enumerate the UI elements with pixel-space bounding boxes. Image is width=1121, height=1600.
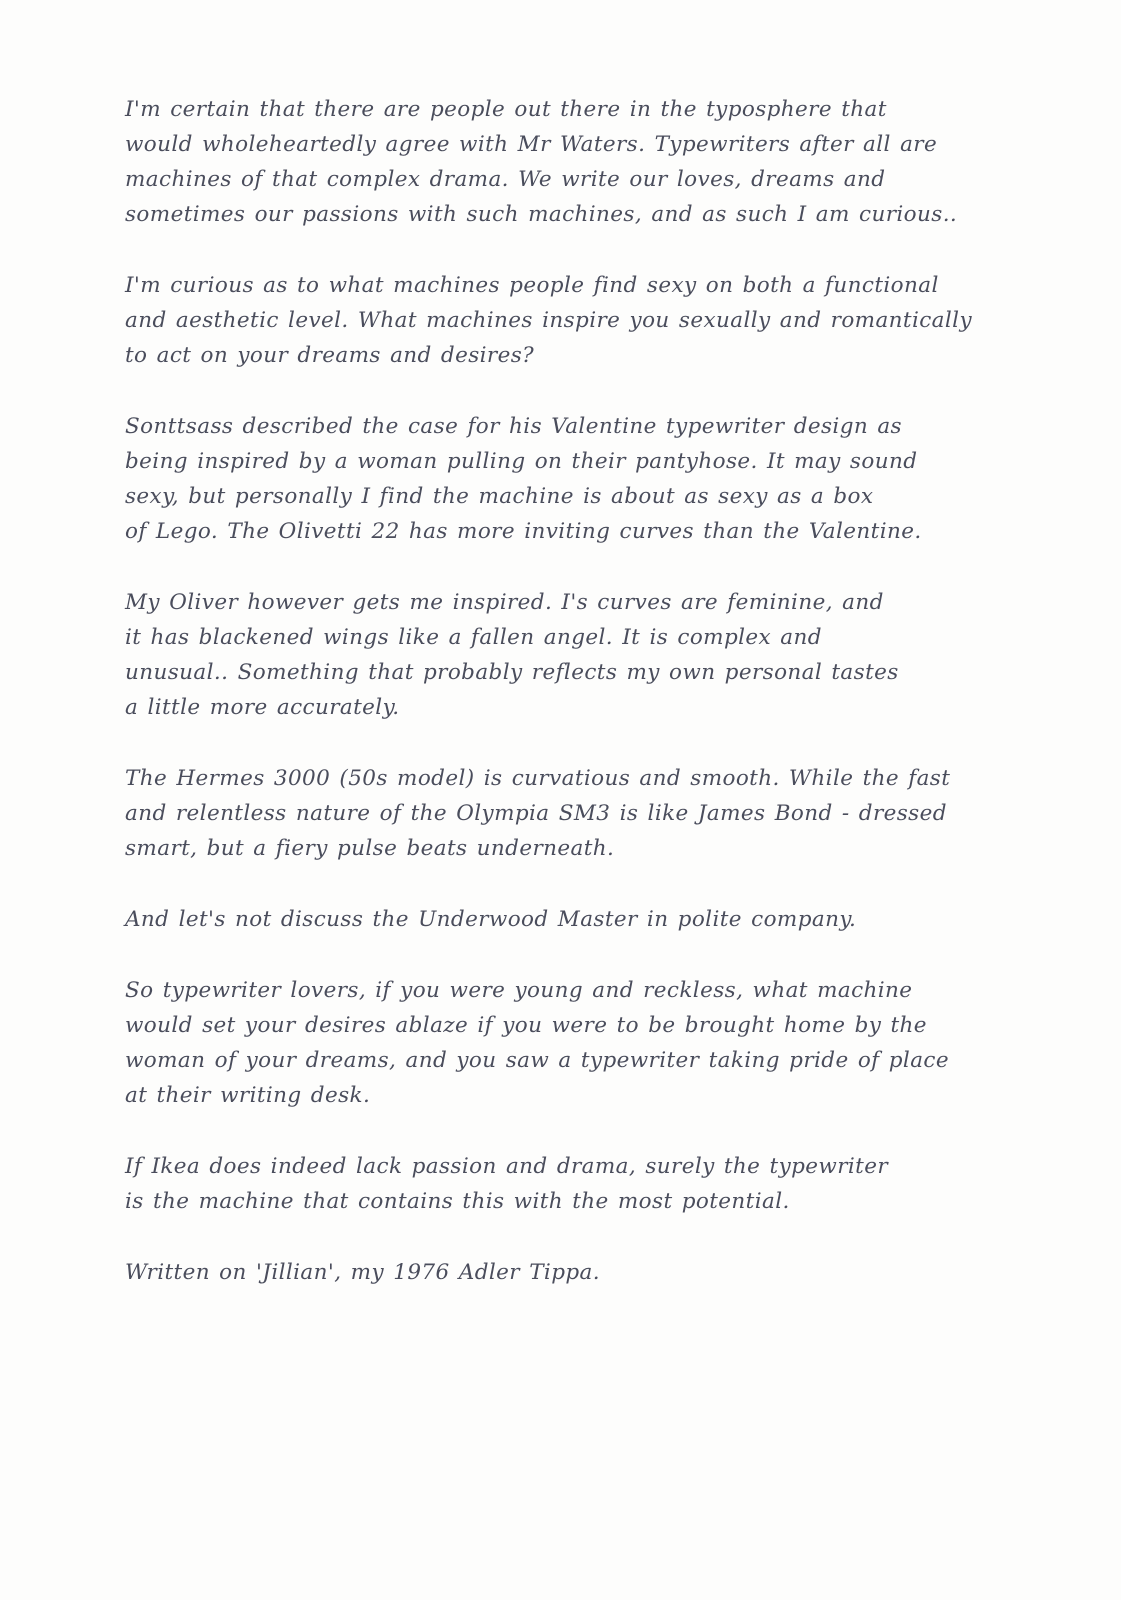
text-line: smart, but a fiery pulse beats underneath. bbox=[125, 836, 615, 861]
text-line: I'm certain that there are people out there in the typosphere that bbox=[125, 97, 887, 122]
text-line: at their writing desk. bbox=[125, 1083, 371, 1108]
text-line: would wholeheartedly agree with Mr Waters. Typewriters after all are bbox=[125, 132, 938, 157]
text-line: Sonttsass described the case for his Valentine typewriter design as bbox=[125, 414, 902, 439]
text-line: sometimes our passions with such machines, and as such I am curious.. bbox=[125, 202, 958, 227]
text-line: Written on 'Jillian', my 1976 Adler Tippa. bbox=[125, 1260, 600, 1285]
paragraph-2 bbox=[125, 268, 1035, 373]
paragraph-7 bbox=[125, 973, 1035, 1113]
text-line: would set your desires ablaze if you were to be brought home by the bbox=[125, 1013, 927, 1038]
paragraph-4 bbox=[125, 585, 1035, 725]
text-line: of Lego. The Olivetti 22 has more inviting curves than the Valentine. bbox=[125, 519, 922, 544]
text-line: it has blackened wings like a fallen angel. It is complex and bbox=[125, 625, 822, 650]
text-line: to act on your dreams and desires? bbox=[125, 343, 535, 368]
text-line: and aesthetic level. What machines inspire you sexually and romantically bbox=[125, 308, 972, 333]
signature-line bbox=[125, 1255, 1035, 1290]
text-line: My Oliver however gets me inspired. I's curves are feminine, and bbox=[125, 590, 884, 615]
paragraph-8 bbox=[125, 1149, 1035, 1219]
text-line: unusual.. Something that probably reflects my own personal tastes bbox=[125, 660, 899, 685]
paragraph-6 bbox=[125, 902, 1035, 937]
text-line: sexy, but personally I find the machine is about as sexy as a box bbox=[125, 484, 874, 509]
paragraph-5 bbox=[125, 761, 1035, 866]
text-line: and relentless nature of the Olympia SM3 is like James Bond - dressed bbox=[125, 801, 947, 826]
text-line: woman of your dreams, and you saw a typewriter taking pride of place bbox=[125, 1048, 949, 1073]
paragraph-3 bbox=[125, 409, 1035, 549]
text-line: machines of that complex drama. We write our loves, dreams and bbox=[125, 167, 886, 192]
text-line: If Ikea does indeed lack passion and drama, surely the typewriter bbox=[125, 1154, 889, 1179]
text-line: And let's not discuss the Underwood Master in polite company. bbox=[125, 907, 857, 932]
text-line: being inspired by a woman pulling on their pantyhose. It may sound bbox=[125, 449, 918, 474]
text-line: So typewriter lovers, if you were young and reckless, what machine bbox=[125, 978, 913, 1003]
text-line: a little more accurately. bbox=[125, 695, 400, 720]
typed-text-block bbox=[125, 92, 1035, 1326]
text-line: The Hermes 3000 (50s model) is curvatious and smooth. While the fast bbox=[125, 766, 951, 791]
text-line: I'm curious as to what machines people find sexy on both a functional bbox=[125, 273, 939, 298]
text-line: is the machine that contains this with the most potential. bbox=[125, 1189, 790, 1214]
paragraph-1 bbox=[125, 92, 1035, 232]
